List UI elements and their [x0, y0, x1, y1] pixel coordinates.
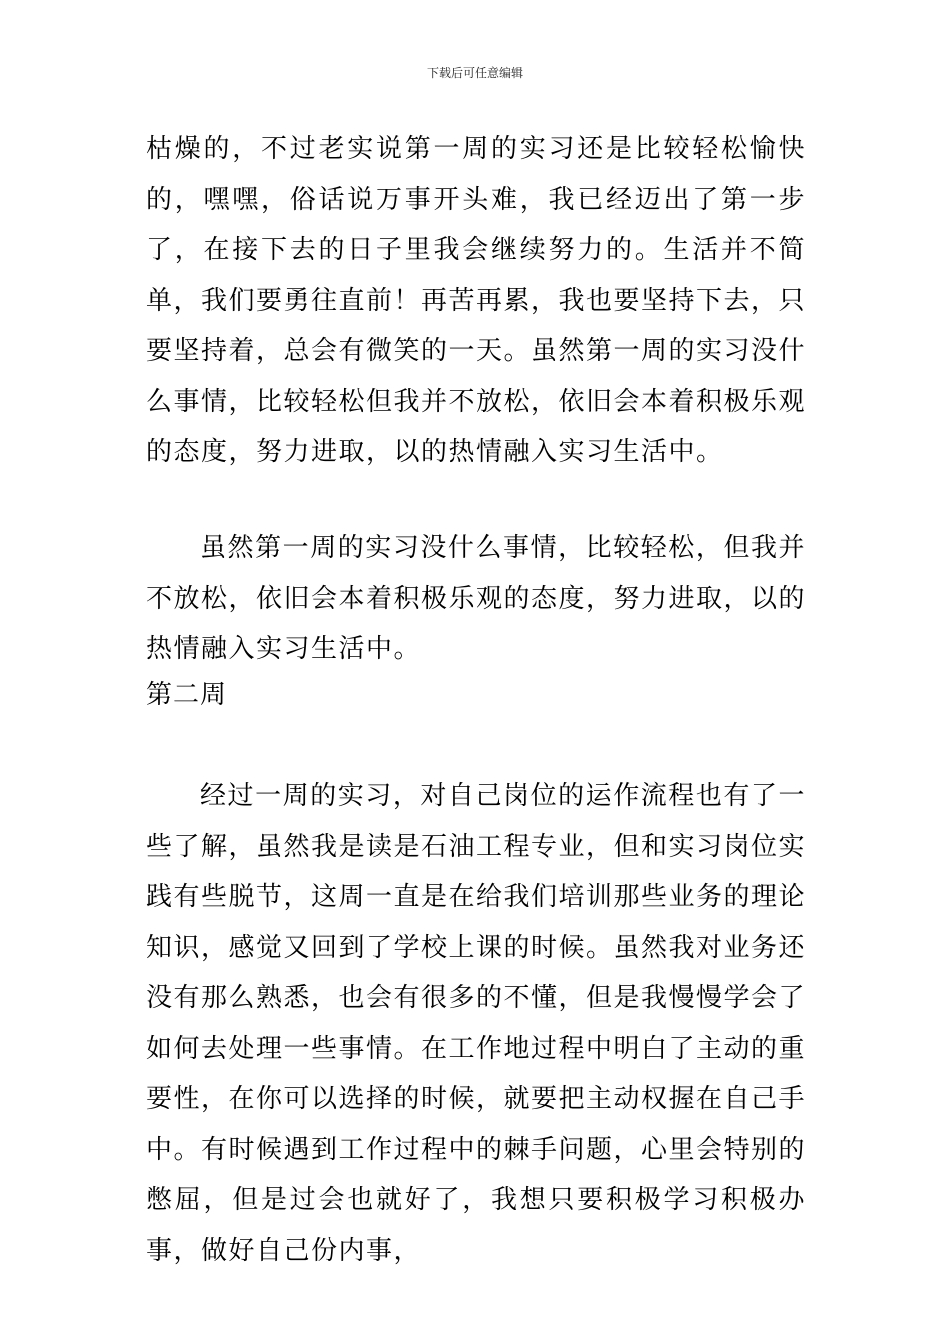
paragraph-1: 枯燥的，不过老实说第一周的实习还是比较轻松愉快的，嘿嘿，俗话说万事开头难，我已经迈出了第一步了，在接下去的日子里我会继续努力的。生活并不简单，我们要勇往直前！再苦再累，我也要坚持下去，只要坚持着，总会有微笑的一天。虽然第一周的实习没什么事情，比较轻松但我并不放松，依旧会本着积极乐观的态度，努力进取，以的热情融入实习生活中。 [146, 134, 807, 467]
paragraph-3: 经过一周的实习，对自己岗位的运作流程也有了一些了解，虽然我是读是石油工程专业，但和实习岗位实践有些脱节，这周一直是在给我们培训那些业务的理论知识，感觉又回到了学校上课的时候。虽然我对业务还没有那么熟悉，也会有很多的不懂，但是我慢慢学会了如何去处理一些事情。在工作地过程中明白了主动的重要性，在你可以选择的时候，就要把主动权握在自己手中。有时候遇到工作过程中的棘手问题，心里会特别的憋屈，但是过会也就好了，我想只要积极学习积极办事，做好自己份内事， [146, 781, 807, 1266]
section-heading: 第二周 [146, 680, 228, 710]
page-header: 下载后可任意编辑 [426, 66, 523, 80]
paragraph-2: 虽然第一周的实习没什么事情，比较轻松，但我并不放松，依旧会本着积极乐观的态度，努力进取，以的热情融入实习生活中。 [146, 533, 807, 664]
